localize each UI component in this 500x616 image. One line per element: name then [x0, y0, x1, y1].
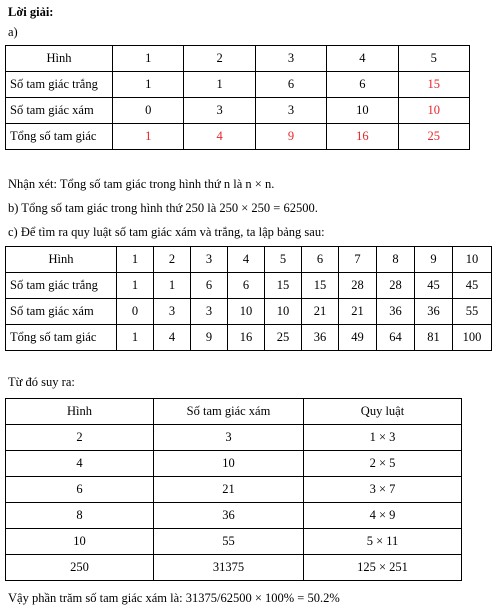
- table-cell: 3 × 7: [304, 477, 462, 503]
- table-cell: 10: [154, 451, 304, 477]
- table-cell: 3: [184, 98, 255, 124]
- table-cell: 1: [113, 72, 184, 98]
- header-cell: 4: [228, 247, 265, 273]
- table-row: [6, 273, 492, 299]
- table-cell: 4: [6, 451, 154, 477]
- table-cell: 21: [302, 299, 339, 325]
- table-header-row: [6, 247, 492, 273]
- table-cell: 10: [228, 299, 265, 325]
- table-cell: 4 × 9: [304, 503, 462, 529]
- table-cell: 3: [255, 98, 326, 124]
- figure-count-table-large: [5, 246, 492, 351]
- table-cell-highlight: 10: [398, 98, 469, 124]
- header-cell: Hình: [6, 46, 113, 72]
- table-row: [6, 72, 470, 98]
- header-cell: 5: [265, 247, 302, 273]
- table-cell: 10: [327, 98, 398, 124]
- table-row: [6, 529, 462, 555]
- table-cell: 4: [154, 325, 191, 351]
- header-cell: 1: [113, 46, 184, 72]
- deduce-text: Từ đó suy ra:: [8, 375, 75, 389]
- table-cell: 10: [6, 529, 154, 555]
- header-cell: Hình: [6, 399, 154, 425]
- table-header-row: [6, 46, 470, 72]
- table-cell: 15: [265, 273, 302, 299]
- table-cell: 6: [255, 72, 326, 98]
- table-cell: 64: [377, 325, 415, 351]
- row-label: Số tam giác trắng: [6, 72, 113, 98]
- solution-heading: Lời giải:: [8, 5, 54, 19]
- table-row: [6, 477, 462, 503]
- table-row: [6, 325, 492, 351]
- table-cell-highlight: 9: [255, 124, 326, 150]
- row-label: Số tam giác xám: [6, 98, 113, 124]
- table-cell: 45: [453, 273, 492, 299]
- table-cell: 3: [191, 299, 228, 325]
- table-cell: 36: [154, 503, 304, 529]
- table-cell: 2 × 5: [304, 451, 462, 477]
- table-row: [6, 299, 492, 325]
- row-label: Tổng số tam giác: [6, 325, 117, 351]
- table-cell: 25: [265, 325, 302, 351]
- table-cell: 21: [339, 299, 377, 325]
- rule-table: [5, 398, 462, 581]
- row-label: Số tam giác xám: [6, 299, 117, 325]
- table-cell-highlight: 1: [113, 124, 184, 150]
- table-cell: 36: [415, 299, 453, 325]
- table-cell: 81: [415, 325, 453, 351]
- table-cell: 36: [377, 299, 415, 325]
- row-label: Số tam giác trắng: [6, 273, 117, 299]
- table-row: [6, 503, 462, 529]
- table-cell: 31375: [154, 555, 304, 581]
- table-cell: 15: [302, 273, 339, 299]
- table-cell: 49: [339, 325, 377, 351]
- table-cell: 1 × 3: [304, 425, 462, 451]
- table-cell: 125 × 251: [304, 555, 462, 581]
- header-cell: Số tam giác xám: [154, 399, 304, 425]
- table-header-row: [6, 399, 462, 425]
- header-cell: 1: [117, 247, 154, 273]
- table-row: [6, 124, 470, 150]
- table-cell: 16: [228, 325, 265, 351]
- table-cell-highlight: 15: [398, 72, 469, 98]
- table-cell: 6: [6, 477, 154, 503]
- table-cell: 100: [453, 325, 492, 351]
- table-cell: 8: [6, 503, 154, 529]
- header-cell: 9: [415, 247, 453, 273]
- header-cell: Quy luật: [304, 399, 462, 425]
- table-cell: 28: [377, 273, 415, 299]
- table-cell: 55: [154, 529, 304, 555]
- table-cell: 3: [154, 425, 304, 451]
- table-cell: 0: [113, 98, 184, 124]
- part-c-text: c) Để tìm ra quy luật số tam giác xám và trắng, ta lập bảng sau:: [8, 225, 325, 239]
- header-cell: 7: [339, 247, 377, 273]
- conclusion-text: Vậy phần trăm số tam giác xám là: 31375/62500 × 100% = 50.2%: [8, 591, 340, 605]
- table-cell: 3: [154, 299, 191, 325]
- part-b-text: b) Tổng số tam giác trong hình thứ 250 là 250 × 250 = 62500.: [8, 201, 318, 215]
- header-cell: Hình: [6, 247, 117, 273]
- table-cell: 250: [6, 555, 154, 581]
- table-cell: 6: [228, 273, 265, 299]
- table-cell: 1: [154, 273, 191, 299]
- table-cell: 6: [191, 273, 228, 299]
- table-cell: 28: [339, 273, 377, 299]
- table-cell-highlight: 25: [398, 124, 469, 150]
- table-cell: 45: [415, 273, 453, 299]
- header-cell: 5: [398, 46, 469, 72]
- header-cell: 3: [255, 46, 326, 72]
- table-cell: 1: [117, 325, 154, 351]
- table-cell: 36: [302, 325, 339, 351]
- header-cell: 2: [154, 247, 191, 273]
- header-cell: 3: [191, 247, 228, 273]
- header-cell: 2: [184, 46, 255, 72]
- row-label: Tổng số tam giác: [6, 124, 113, 150]
- figure-count-table-small: [5, 45, 470, 150]
- table-row: [6, 555, 462, 581]
- remark-text: Nhận xét: Tổng số tam giác trong hình thứ n là n × n.: [8, 177, 275, 191]
- table-cell: 10: [265, 299, 302, 325]
- header-cell: 4: [327, 46, 398, 72]
- table-row: [6, 451, 462, 477]
- table-cell: 1: [184, 72, 255, 98]
- header-cell: 8: [377, 247, 415, 273]
- table-cell: 2: [6, 425, 154, 451]
- part-a-label: a): [8, 25, 18, 39]
- header-cell: 10: [453, 247, 492, 273]
- table-cell: 21: [154, 477, 304, 503]
- header-cell: 6: [302, 247, 339, 273]
- table-row: [6, 98, 470, 124]
- table-cell: 1: [117, 273, 154, 299]
- table-cell-highlight: 16: [327, 124, 398, 150]
- table-cell: 5 × 11: [304, 529, 462, 555]
- table-cell: 6: [327, 72, 398, 98]
- table-cell: 9: [191, 325, 228, 351]
- table-cell-highlight: 4: [184, 124, 255, 150]
- table-cell: 55: [453, 299, 492, 325]
- table-cell: 0: [117, 299, 154, 325]
- table-row: [6, 425, 462, 451]
